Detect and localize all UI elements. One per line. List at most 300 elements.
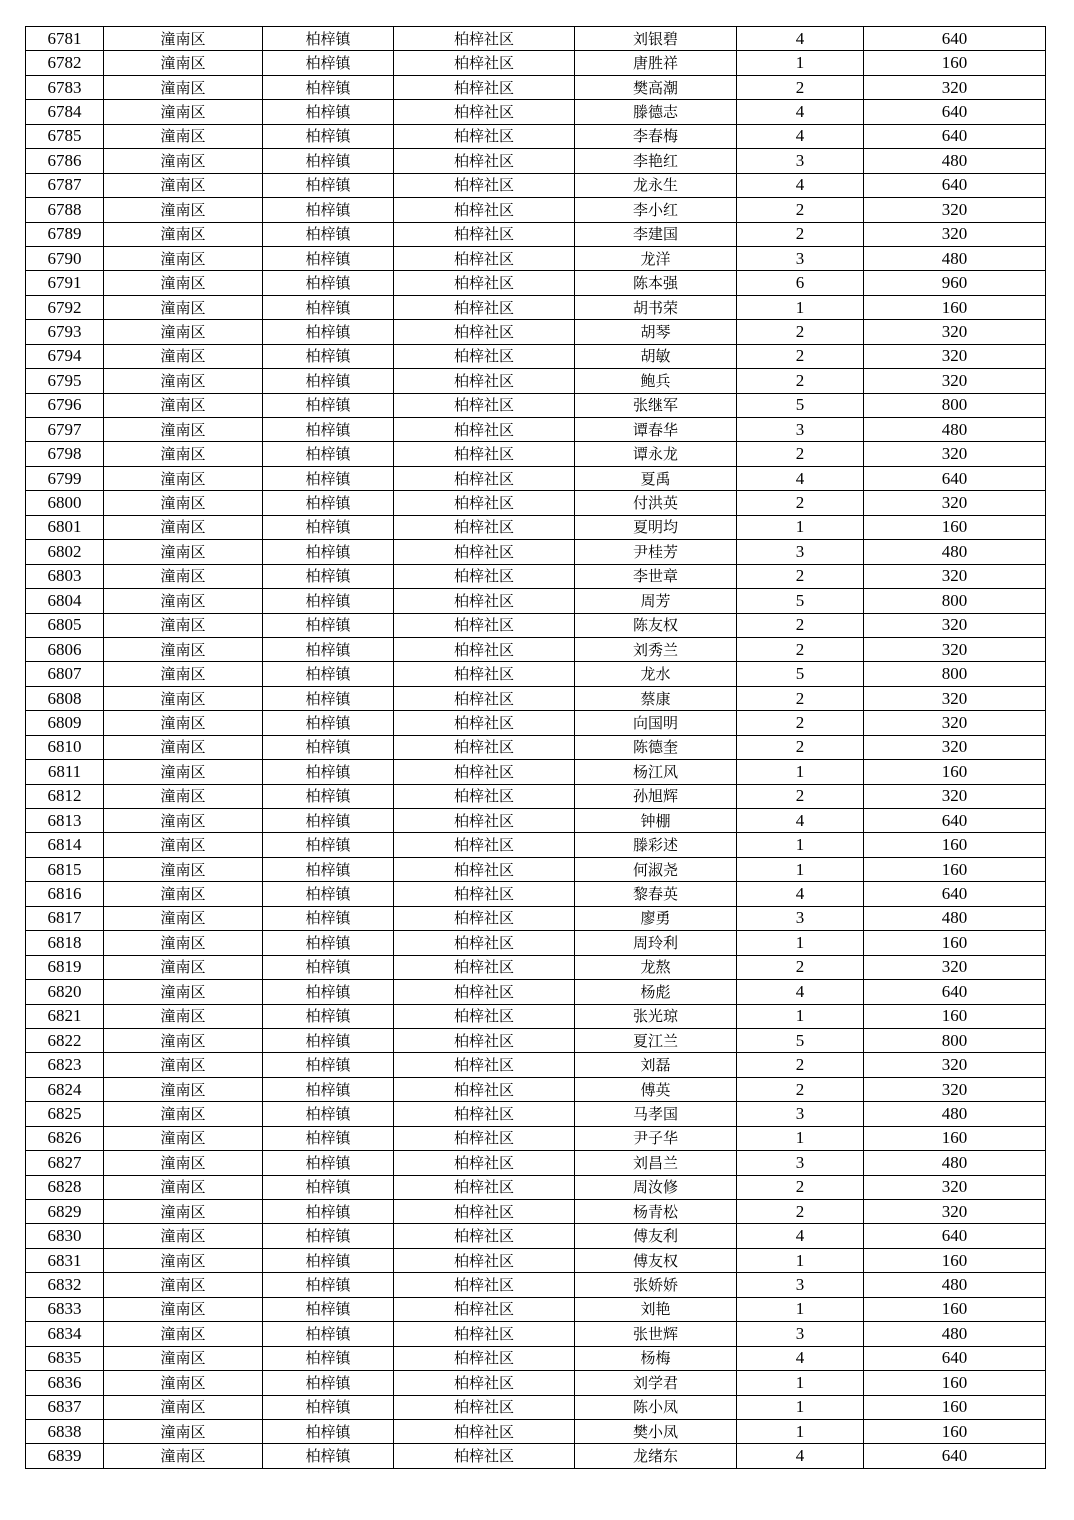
household-size-cell: 4 [737,882,864,906]
table-row [26,124,1046,148]
table-row [26,1053,1046,1077]
table-row [26,1004,1046,1028]
household-size-cell: 5 [737,662,864,686]
town-cell: 柏梓镇 [263,1053,394,1077]
table-row [26,980,1046,1004]
amount-cell: 320 [864,1200,1046,1224]
row-number-cell: 6797 [26,418,104,442]
town-cell: 柏梓镇 [263,369,394,393]
community-cell: 柏梓社区 [394,686,575,710]
community-cell: 柏梓社区 [394,955,575,979]
table-row [26,1175,1046,1199]
district-cell: 潼南区 [104,735,263,759]
row-number-cell: 6816 [26,882,104,906]
household-size-cell: 3 [737,1273,864,1297]
amount-cell: 160 [864,1297,1046,1321]
name-cell: 龙永生 [575,173,737,197]
name-cell: 张光琼 [575,1004,737,1028]
household-size-cell: 4 [737,809,864,833]
name-cell: 廖勇 [575,906,737,930]
name-cell: 黎春英 [575,882,737,906]
district-cell: 潼南区 [104,1126,263,1150]
community-cell: 柏梓社区 [394,222,575,246]
district-cell: 潼南区 [104,589,263,613]
table-row [26,1444,1046,1468]
district-cell: 潼南区 [104,784,263,808]
household-size-cell: 4 [737,100,864,124]
household-size-cell: 2 [737,711,864,735]
town-cell: 柏梓镇 [263,1126,394,1150]
name-cell: 陈小凤 [575,1395,737,1419]
community-cell: 柏梓社区 [394,369,575,393]
community-cell: 柏梓社区 [394,980,575,1004]
district-cell: 潼南区 [104,515,263,539]
district-cell: 潼南区 [104,1102,263,1126]
amount-cell: 320 [864,442,1046,466]
town-cell: 柏梓镇 [263,784,394,808]
district-cell: 潼南区 [104,1077,263,1101]
household-size-cell: 3 [737,1322,864,1346]
community-cell: 柏梓社区 [394,418,575,442]
amount-cell: 480 [864,149,1046,173]
community-cell: 柏梓社区 [394,149,575,173]
community-cell: 柏梓社区 [394,711,575,735]
row-number-cell: 6836 [26,1371,104,1395]
name-cell: 刘秀兰 [575,637,737,661]
table-row [26,515,1046,539]
name-cell: 夏禹 [575,466,737,490]
community-cell: 柏梓社区 [394,613,575,637]
row-number-cell: 6834 [26,1322,104,1346]
table-row [26,637,1046,661]
community-cell: 柏梓社区 [394,1126,575,1150]
table-row [26,1200,1046,1224]
town-cell: 柏梓镇 [263,418,394,442]
name-cell: 刘艳 [575,1297,737,1321]
household-size-cell: 3 [737,1102,864,1126]
table-row [26,466,1046,490]
town-cell: 柏梓镇 [263,222,394,246]
town-cell: 柏梓镇 [263,1224,394,1248]
district-cell: 潼南区 [104,1004,263,1028]
district-cell: 潼南区 [104,833,263,857]
district-cell: 潼南区 [104,1371,263,1395]
community-cell: 柏梓社区 [394,1371,575,1395]
name-cell: 李艳红 [575,149,737,173]
table-row [26,1224,1046,1248]
town-cell: 柏梓镇 [263,1322,394,1346]
amount-cell: 320 [864,222,1046,246]
household-size-cell: 2 [737,222,864,246]
name-cell: 龙绪东 [575,1444,737,1468]
name-cell: 张继军 [575,393,737,417]
household-size-cell: 1 [737,1004,864,1028]
district-cell: 潼南区 [104,1151,263,1175]
amount-cell: 320 [864,711,1046,735]
town-cell: 柏梓镇 [263,1395,394,1419]
community-cell: 柏梓社区 [394,100,575,124]
household-size-cell: 3 [737,1151,864,1175]
amount-cell: 160 [864,1371,1046,1395]
table-row [26,1297,1046,1321]
name-cell: 夏江兰 [575,1028,737,1052]
amount-cell: 480 [864,1102,1046,1126]
table-row [26,320,1046,344]
town-cell: 柏梓镇 [263,906,394,930]
community-cell: 柏梓社区 [394,295,575,319]
household-size-cell: 1 [737,515,864,539]
row-number-cell: 6839 [26,1444,104,1468]
amount-cell: 320 [864,1175,1046,1199]
row-number-cell: 6815 [26,857,104,881]
district-cell: 潼南区 [104,662,263,686]
household-size-cell: 2 [737,784,864,808]
name-cell: 孙旭辉 [575,784,737,808]
town-cell: 柏梓镇 [263,271,394,295]
district-cell: 潼南区 [104,1395,263,1419]
amount-cell: 480 [864,418,1046,442]
household-size-cell: 2 [737,75,864,99]
row-number-cell: 6805 [26,613,104,637]
amount-cell: 160 [864,1126,1046,1150]
amount-cell: 320 [864,369,1046,393]
row-number-cell: 6812 [26,784,104,808]
household-size-cell: 5 [737,589,864,613]
community-cell: 柏梓社区 [394,760,575,784]
row-number-cell: 6818 [26,931,104,955]
row-number-cell: 6833 [26,1297,104,1321]
household-size-cell: 1 [737,833,864,857]
name-cell: 杨梅 [575,1346,737,1370]
community-cell: 柏梓社区 [394,344,575,368]
row-number-cell: 6790 [26,246,104,270]
amount-cell: 320 [864,735,1046,759]
community-cell: 柏梓社区 [394,931,575,955]
name-cell: 傅友利 [575,1224,737,1248]
district-cell: 潼南区 [104,1053,263,1077]
household-size-cell: 2 [737,564,864,588]
household-size-cell: 4 [737,124,864,148]
row-number-cell: 6808 [26,686,104,710]
district-cell: 潼南区 [104,418,263,442]
household-size-cell: 2 [737,1053,864,1077]
table-row [26,613,1046,637]
amount-cell: 800 [864,393,1046,417]
community-cell: 柏梓社区 [394,1151,575,1175]
community-cell: 柏梓社区 [394,784,575,808]
table-body [26,27,1046,1469]
row-number-cell: 6830 [26,1224,104,1248]
town-cell: 柏梓镇 [263,100,394,124]
name-cell: 龙洋 [575,246,737,270]
town-cell: 柏梓镇 [263,320,394,344]
amount-cell: 480 [864,1273,1046,1297]
town-cell: 柏梓镇 [263,955,394,979]
row-number-cell: 6788 [26,198,104,222]
district-cell: 潼南区 [104,980,263,1004]
row-number-cell: 6802 [26,540,104,564]
name-cell: 傅英 [575,1077,737,1101]
name-cell: 向国明 [575,711,737,735]
row-number-cell: 6826 [26,1126,104,1150]
row-number-cell: 6784 [26,100,104,124]
town-cell: 柏梓镇 [263,149,394,173]
amount-cell: 160 [864,1248,1046,1272]
community-cell: 柏梓社区 [394,1053,575,1077]
amount-cell: 160 [864,931,1046,955]
town-cell: 柏梓镇 [263,686,394,710]
name-cell: 张娇娇 [575,1273,737,1297]
community-cell: 柏梓社区 [394,515,575,539]
community-cell: 柏梓社区 [394,1395,575,1419]
household-size-cell: 2 [737,320,864,344]
household-size-cell: 1 [737,1419,864,1443]
amount-cell: 320 [864,1053,1046,1077]
district-cell: 潼南区 [104,1224,263,1248]
district-cell: 潼南区 [104,686,263,710]
town-cell: 柏梓镇 [263,393,394,417]
district-cell: 潼南区 [104,149,263,173]
amount-cell: 160 [864,1419,1046,1443]
amount-cell: 320 [864,784,1046,808]
allowance-table [25,26,1046,1469]
row-number-cell: 6804 [26,589,104,613]
household-size-cell: 3 [737,246,864,270]
household-size-cell: 4 [737,980,864,1004]
household-size-cell: 4 [737,1346,864,1370]
row-number-cell: 6837 [26,1395,104,1419]
district-cell: 潼南区 [104,1200,263,1224]
row-number-cell: 6781 [26,27,104,51]
amount-cell: 800 [864,1028,1046,1052]
household-size-cell: 2 [737,344,864,368]
table-row [26,1077,1046,1101]
household-size-cell: 3 [737,906,864,930]
amount-cell: 320 [864,491,1046,515]
household-size-cell: 1 [737,1297,864,1321]
amount-cell: 160 [864,295,1046,319]
town-cell: 柏梓镇 [263,1346,394,1370]
community-cell: 柏梓社区 [394,1297,575,1321]
town-cell: 柏梓镇 [263,246,394,270]
community-cell: 柏梓社区 [394,246,575,270]
row-number-cell: 6825 [26,1102,104,1126]
table-row [26,344,1046,368]
community-cell: 柏梓社区 [394,637,575,661]
row-number-cell: 6829 [26,1200,104,1224]
district-cell: 潼南区 [104,613,263,637]
district-cell: 潼南区 [104,931,263,955]
amount-cell: 320 [864,955,1046,979]
table-row [26,442,1046,466]
household-size-cell: 5 [737,1028,864,1052]
amount-cell: 160 [864,1004,1046,1028]
community-cell: 柏梓社区 [394,466,575,490]
table-row [26,75,1046,99]
town-cell: 柏梓镇 [263,833,394,857]
name-cell: 杨江风 [575,760,737,784]
name-cell: 钟棚 [575,809,737,833]
community-cell: 柏梓社区 [394,491,575,515]
district-cell: 潼南区 [104,1444,263,1468]
table-row [26,27,1046,51]
community-cell: 柏梓社区 [394,1175,575,1199]
amount-cell: 640 [864,1224,1046,1248]
table-row [26,882,1046,906]
table-row [26,784,1046,808]
table-row [26,955,1046,979]
name-cell: 胡书荣 [575,295,737,319]
table-row [26,295,1046,319]
row-number-cell: 6785 [26,124,104,148]
household-size-cell: 1 [737,1126,864,1150]
table-row [26,198,1046,222]
table-row [26,393,1046,417]
community-cell: 柏梓社区 [394,1004,575,1028]
name-cell: 唐胜祥 [575,51,737,75]
amount-cell: 640 [864,1444,1046,1468]
amount-cell: 800 [864,589,1046,613]
name-cell: 张世辉 [575,1322,737,1346]
amount-cell: 640 [864,882,1046,906]
row-number-cell: 6811 [26,760,104,784]
district-cell: 潼南区 [104,442,263,466]
household-size-cell: 2 [737,686,864,710]
table-row [26,1151,1046,1175]
table-row [26,686,1046,710]
row-number-cell: 6789 [26,222,104,246]
table-row [26,540,1046,564]
table-row [26,418,1046,442]
town-cell: 柏梓镇 [263,173,394,197]
table-row [26,100,1046,124]
amount-cell: 320 [864,613,1046,637]
town-cell: 柏梓镇 [263,1248,394,1272]
amount-cell: 640 [864,809,1046,833]
community-cell: 柏梓社区 [394,1077,575,1101]
town-cell: 柏梓镇 [263,1273,394,1297]
town-cell: 柏梓镇 [263,1151,394,1175]
household-size-cell: 2 [737,1200,864,1224]
row-number-cell: 6791 [26,271,104,295]
community-cell: 柏梓社区 [394,540,575,564]
community-cell: 柏梓社区 [394,906,575,930]
name-cell: 李建国 [575,222,737,246]
district-cell: 潼南区 [104,1297,263,1321]
town-cell: 柏梓镇 [263,75,394,99]
community-cell: 柏梓社区 [394,882,575,906]
name-cell: 周芳 [575,589,737,613]
town-cell: 柏梓镇 [263,344,394,368]
table-row [26,931,1046,955]
row-number-cell: 6799 [26,466,104,490]
amount-cell: 320 [864,75,1046,99]
community-cell: 柏梓社区 [394,320,575,344]
name-cell: 鲍兵 [575,369,737,393]
row-number-cell: 6809 [26,711,104,735]
household-size-cell: 2 [737,637,864,661]
amount-cell: 320 [864,344,1046,368]
community-cell: 柏梓社区 [394,75,575,99]
community-cell: 柏梓社区 [394,833,575,857]
district-cell: 潼南区 [104,760,263,784]
district-cell: 潼南区 [104,1248,263,1272]
name-cell: 樊高潮 [575,75,737,99]
household-size-cell: 3 [737,418,864,442]
name-cell: 尹子华 [575,1126,737,1150]
row-number-cell: 6813 [26,809,104,833]
amount-cell: 640 [864,980,1046,1004]
district-cell: 潼南区 [104,955,263,979]
table-row [26,369,1046,393]
household-size-cell: 4 [737,1444,864,1468]
table-row [26,1248,1046,1272]
amount-cell: 640 [864,1346,1046,1370]
household-size-cell: 1 [737,51,864,75]
district-cell: 潼南区 [104,540,263,564]
town-cell: 柏梓镇 [263,809,394,833]
district-cell: 潼南区 [104,1322,263,1346]
district-cell: 潼南区 [104,1273,263,1297]
household-size-cell: 2 [737,955,864,979]
district-cell: 潼南区 [104,27,263,51]
town-cell: 柏梓镇 [263,295,394,319]
town-cell: 柏梓镇 [263,1419,394,1443]
district-cell: 潼南区 [104,124,263,148]
row-number-cell: 6786 [26,149,104,173]
table-row [26,589,1046,613]
household-size-cell: 2 [737,369,864,393]
amount-cell: 480 [864,246,1046,270]
table-row [26,1322,1046,1346]
name-cell: 陈本强 [575,271,737,295]
household-size-cell: 1 [737,1248,864,1272]
amount-cell: 320 [864,564,1046,588]
town-cell: 柏梓镇 [263,1175,394,1199]
town-cell: 柏梓镇 [263,613,394,637]
household-size-cell: 4 [737,173,864,197]
community-cell: 柏梓社区 [394,198,575,222]
district-cell: 潼南区 [104,295,263,319]
name-cell: 樊小凤 [575,1419,737,1443]
amount-cell: 320 [864,686,1046,710]
town-cell: 柏梓镇 [263,1297,394,1321]
row-number-cell: 6824 [26,1077,104,1101]
district-cell: 潼南区 [104,393,263,417]
name-cell: 刘银碧 [575,27,737,51]
name-cell: 蔡康 [575,686,737,710]
household-size-cell: 4 [737,466,864,490]
household-size-cell: 1 [737,857,864,881]
table-row [26,1395,1046,1419]
community-cell: 柏梓社区 [394,589,575,613]
row-number-cell: 6792 [26,295,104,319]
household-size-cell: 1 [737,1395,864,1419]
name-cell: 滕彩述 [575,833,737,857]
district-cell: 潼南区 [104,711,263,735]
row-number-cell: 6835 [26,1346,104,1370]
table-row [26,1419,1046,1443]
district-cell: 潼南区 [104,491,263,515]
town-cell: 柏梓镇 [263,711,394,735]
name-cell: 李春梅 [575,124,737,148]
amount-cell: 320 [864,1077,1046,1101]
town-cell: 柏梓镇 [263,931,394,955]
row-number-cell: 6831 [26,1248,104,1272]
community-cell: 柏梓社区 [394,1419,575,1443]
row-number-cell: 6793 [26,320,104,344]
row-number-cell: 6823 [26,1053,104,1077]
